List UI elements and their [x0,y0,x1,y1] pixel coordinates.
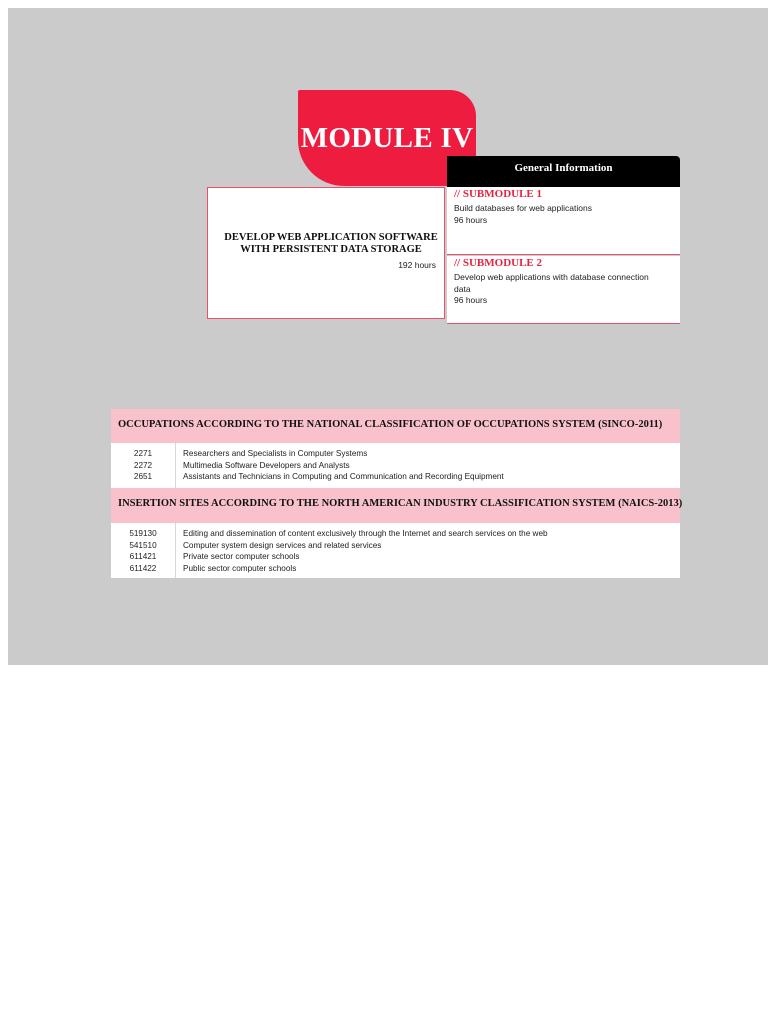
submodule-1-details [454,203,654,226]
table-row [111,448,680,460]
insertion-sites-header [111,488,683,523]
table-row [111,460,680,472]
occupation-description: Assistants and Technicians in Computing and Communication and Recording Equipment [183,472,504,481]
naics-description: Computer system design services and related services [183,540,382,550]
submodule-2-hours: 96 hours [454,295,488,305]
submodule-2-box [447,256,680,324]
insertion-sites-heading: INSERTION SITES ACCORDING TO THE NORTH AMERICAN INDUSTRY CLASSIFICATION SYSTEM (NAICS-2013) [118,498,683,509]
occupation-description: Multimedia Software Developers and Analysts [183,460,350,470]
submodule-1-title: // SUBMODULE 1 [454,188,543,200]
insertion-sites-table [111,523,680,578]
module-main-hours: 192 hours [398,260,436,270]
general-information-label: General Information [514,162,613,174]
occupations-header [111,409,680,443]
submodule-2-description: Develop web applications with database connection data [454,272,649,294]
naics-code: 611422 [129,563,157,573]
table-row [111,540,680,552]
general-information-bar [447,156,680,187]
naics-code: 519130 [129,529,157,538]
document-page [8,8,768,665]
occupation-code: 2271 [133,449,153,458]
naics-description: Editing and dissemination of content exclusively through the Internet and search services on the web [183,529,548,538]
occupation-code: 2272 [133,460,153,470]
submodule-1-box [447,187,680,255]
occupations-table [111,443,680,488]
module-summary-box [207,187,445,319]
occupation-description: Researchers and Specialists in Computer Systems [183,449,368,458]
occupation-code: 2651 [133,472,153,481]
table-row [111,471,680,483]
table-row [111,528,680,540]
table-row [111,551,680,563]
module-title: MODULE IV [300,122,474,154]
submodule-2-details [454,272,654,307]
submodule-1-hours: 96 hours [454,214,488,225]
table-row [111,563,680,575]
submodule-2-title: // SUBMODULE 2 [454,257,543,269]
naics-code: 541510 [129,540,157,550]
module-main-title: DEVELOP WEB APPLICATION SOFTWARE WITH PERSISTENT DATA STORAGE [224,232,438,255]
occupations-heading: OCCUPATIONS ACCORDING TO THE NATIONAL CLASSIFICATION OF OCCUPATIONS SYSTEM (SINCO-2011) [118,419,663,430]
naics-description: Public sector computer schools [183,563,297,573]
naics-code: 611421 [129,552,157,561]
submodule-1-description: Build databases for web applications [454,203,592,213]
naics-description: Private sector computer schools [183,552,300,561]
